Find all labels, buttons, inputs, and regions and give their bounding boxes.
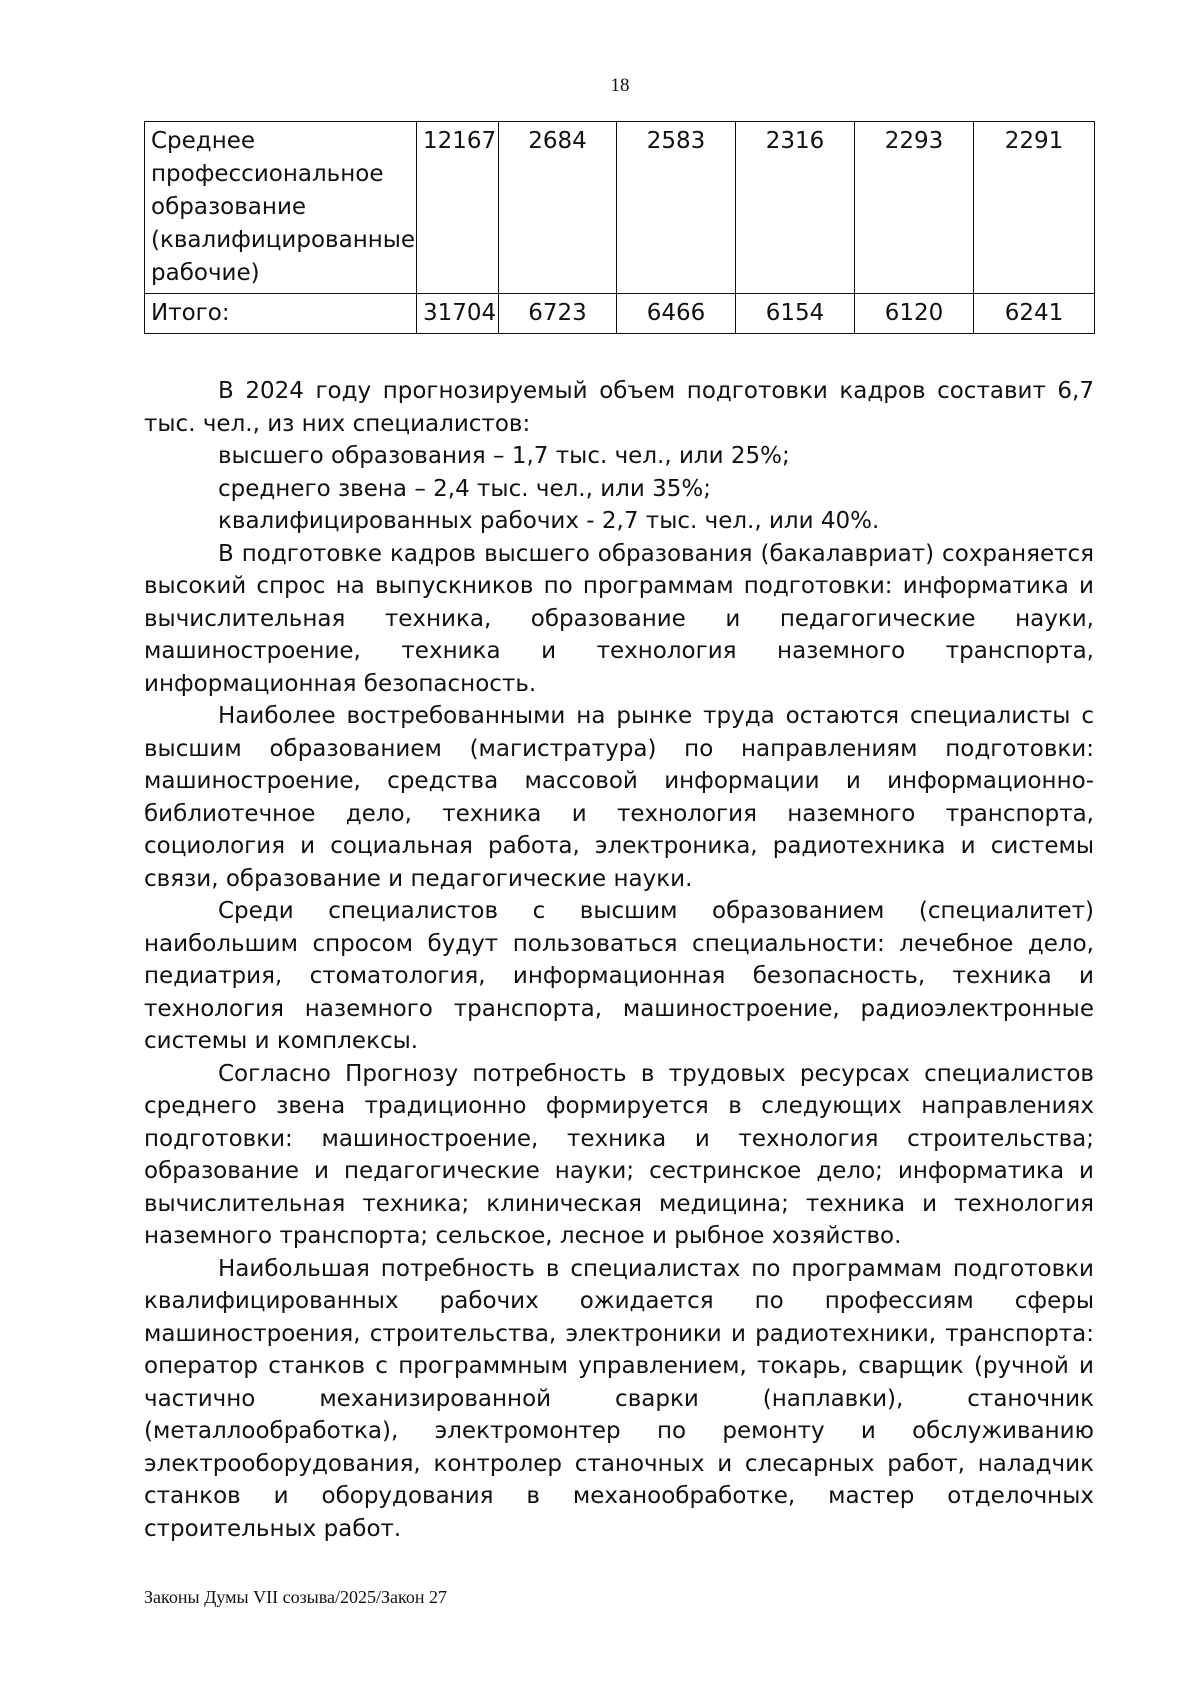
body-text <box>144 375 1094 1545</box>
footer-reference: Законы Думы VII созыва/2025/Закон 27 <box>144 1587 447 1607</box>
data-table <box>144 121 1095 334</box>
list-item: высшего образования – 1,7 тыс. чел., или 25%; <box>218 443 790 469</box>
table-row <box>145 122 1095 294</box>
table-cell: 6120 <box>855 294 974 334</box>
table-cell: 6466 <box>617 294 736 334</box>
row-label: Среднее профессиональное образование (квалифицированные рабочие) <box>145 122 417 294</box>
list-item: среднего звена – 2,4 тыс. чел., или 35%; <box>218 475 712 502</box>
table-cell: 2583 <box>617 122 736 294</box>
list-item: квалифицированных рабочих - 2,7 тыс. чел., или 40%. <box>218 508 880 534</box>
paragraph: Наибольшая потребность в специалистах по программам подготовки квалифицированных рабочих ожидается по профессиям сферы машиностроения, строительства, электроники и радиотехники, транспорта: оператор станков с программным управлением, токарь, сварщик (ручной и частично механизированной сварки (наплавки), станочник (металлообработка), электромонтер по ремонту и обслуживанию электрооборудования, контролер станочных и слесарных работ, наладчик станков и оборудования в механообработке, мастер отделочных строительных работ. <box>144 1255 1094 1542</box>
paragraph: Среди специалистов с высшим образованием (специалитет) наибольшим спросом будут пользоваться специальности: лечебное дело, педиатрия, стоматология, информационная безопасность, техника и технология наземного транспорта, машиностроение, радиоэлектронные системы и комплексы. <box>144 898 1094 1054</box>
paragraph: Наиболее востребованными на рынке труда остаются специалисты с высшим образованием (магистратура) по направлениям подготовки: машиностроение, средства массовой информации и информационно-библиотечное дело, техника и технология наземного транспорта, социология и социальная работа, электроника, радиотехника и системы связи, образование и педагогические науки. <box>144 703 1094 892</box>
table-cell: 2291 <box>974 122 1095 294</box>
paragraph: В 2024 году прогнозируемый объем подготовки кадров составит 6,7 тыс. чел., из них специалистов: <box>144 378 1094 437</box>
table-cell: 6241 <box>974 294 1095 334</box>
table-cell: 31704 <box>417 294 499 334</box>
page-number: 18 <box>610 75 630 96</box>
table-cell: 6154 <box>736 294 855 334</box>
row-label: Итого: <box>145 294 417 334</box>
table-cell: 12167 <box>417 122 499 294</box>
paragraph: В подготовке кадров высшего образования (бакалавриат) сохраняется высокий спрос на выпускников по программам подготовки: информатика и вычислительная техника, образование и педагогические науки, машиностроение, техника и технология наземного транспорта, информационная безопасность. <box>144 540 1094 697</box>
table-row-total <box>145 294 1095 334</box>
paragraph: Согласно Прогнозу потребность в трудовых ресурсах специалистов среднего звена традиционно формируется в следующих направлениях подготовки: машиностроение, техника и технология строительства; образование и педагогические науки; сестринское дело; информатика и вычислительная техника; клиническая медицина; техника и технология наземного транспорта; сельское, лесное и рыбное хозяйство. <box>144 1060 1094 1249</box>
table-cell: 2316 <box>736 122 855 294</box>
table-cell: 2684 <box>499 122 617 294</box>
table-cell: 2293 <box>855 122 974 294</box>
table-cell: 6723 <box>499 294 617 334</box>
